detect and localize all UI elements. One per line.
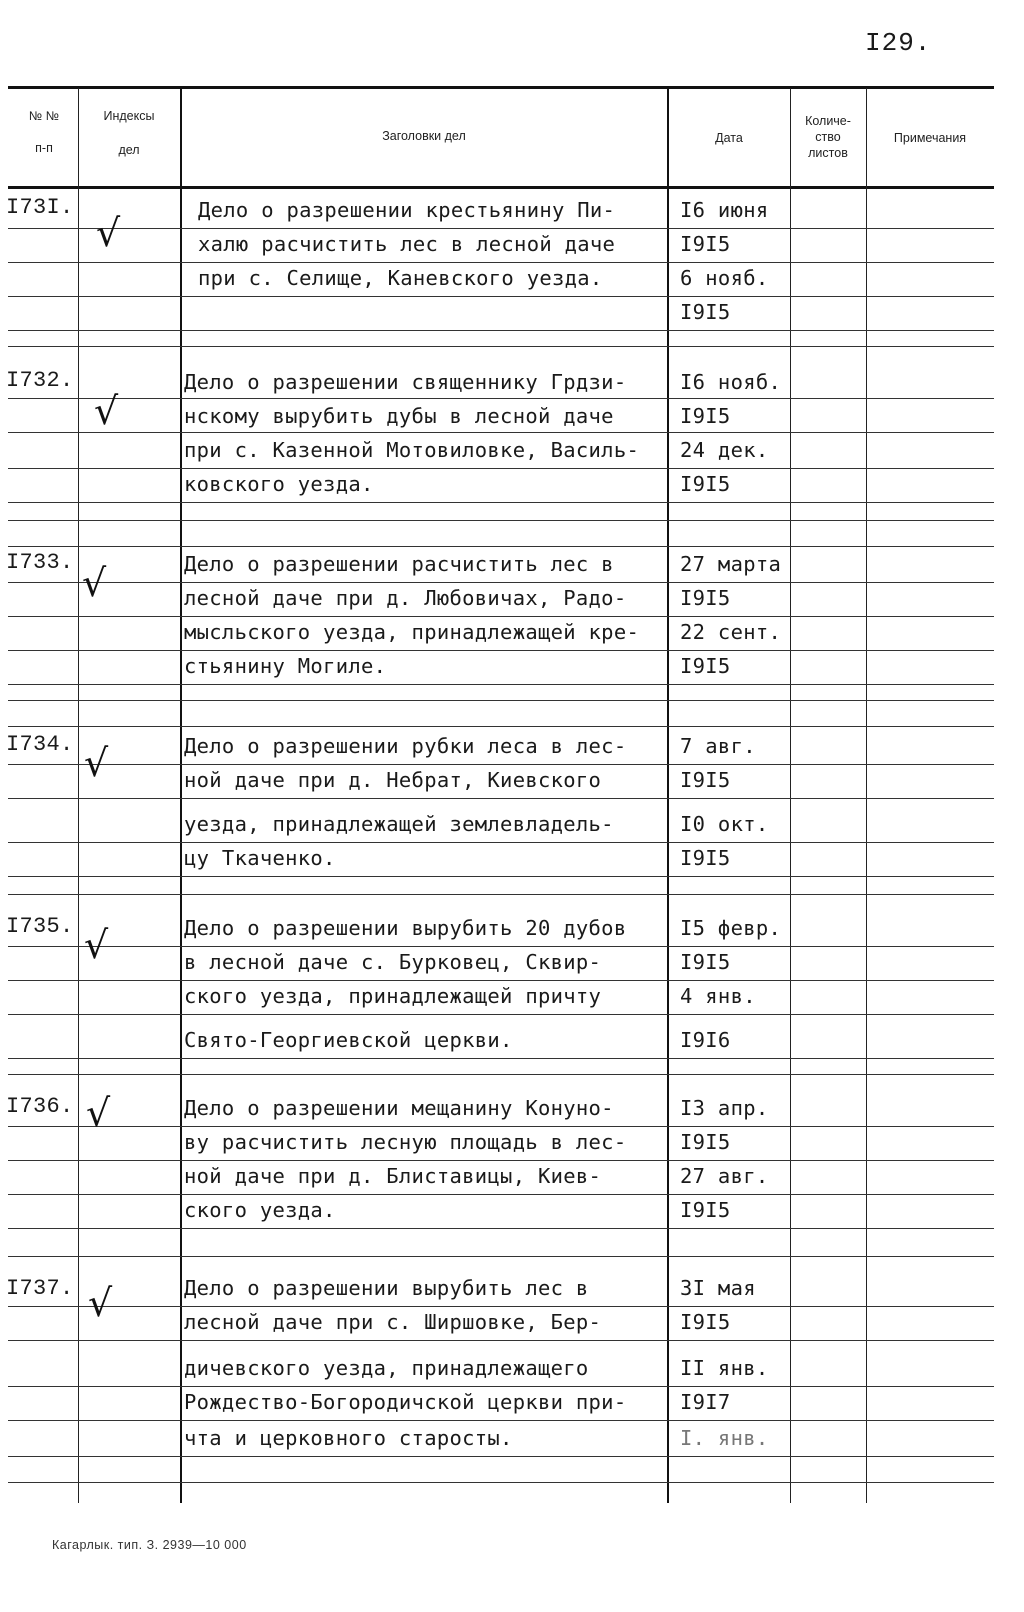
row-rule	[8, 1160, 994, 1161]
checkmark-icon: √	[84, 741, 109, 785]
record-title-line: ной даче при д. Небрат, Киевского	[184, 768, 602, 792]
checkmark-icon: √	[84, 923, 109, 967]
row-rule	[8, 1058, 994, 1059]
record-title-line: лесной даче при д. Любовичах, Радо-	[184, 586, 627, 610]
row-rule	[8, 520, 994, 521]
row-rule	[8, 346, 994, 347]
row-rule	[8, 1126, 994, 1127]
row-rule	[8, 296, 994, 297]
row-rule	[8, 1228, 994, 1229]
row-rule	[8, 1014, 994, 1015]
record-title-line: Свято-Георгиевской церкви.	[184, 1028, 513, 1052]
record-title-line: ского уезда.	[184, 1198, 336, 1222]
row-rule	[8, 894, 994, 895]
row-rule	[8, 700, 994, 701]
record-date-line: I6 июня	[680, 198, 769, 222]
row-rule	[8, 650, 994, 651]
record-number: I735.	[6, 914, 74, 939]
row-rule	[8, 946, 994, 947]
row-rule	[8, 398, 994, 399]
record-date-line: I3 апр.	[680, 1096, 769, 1120]
row-rule	[8, 684, 994, 685]
row-rule	[8, 764, 994, 765]
record-title-line: Дело о разрешении расчистить лес в	[184, 552, 614, 576]
record-title-line: ского уезда, принадлежащей причту	[184, 984, 602, 1008]
record-title-line: халю расчистить лес в лесной даче	[198, 232, 616, 256]
record-date-line: I9I5	[680, 1310, 731, 1334]
record-date-line: 24 дек.	[680, 438, 769, 462]
header-index-line1: Индексы	[103, 109, 155, 123]
row-rule	[8, 468, 994, 469]
checkmark-icon: √	[94, 389, 119, 433]
record-date-line: I9I6	[680, 1028, 731, 1052]
record-date-line: 22 сент.	[680, 620, 782, 644]
header-date: Дата	[715, 131, 743, 145]
header-number-line1: № №	[28, 109, 60, 123]
record-date-line: I9I5	[680, 1198, 731, 1222]
row-rule	[8, 726, 994, 727]
row-rule	[8, 1420, 994, 1421]
row-rule	[8, 1306, 994, 1307]
header-title: Заголовки дел	[382, 129, 466, 143]
header-count-line3: листов	[808, 146, 848, 160]
record-number: I737.	[6, 1276, 74, 1301]
record-date-line: I9I5	[680, 472, 731, 496]
row-rule	[8, 330, 994, 331]
record-date-line: I0 окт.	[680, 812, 769, 836]
record-title-line: Дело о разрешении рубки леса в лес-	[184, 734, 627, 758]
record-date-line: I6 нояб.	[680, 370, 782, 394]
row-rule	[8, 228, 994, 229]
record-title-line: цу Ткаченко.	[184, 846, 336, 870]
record-title-line: нскому вырубить дубы в лесной даче	[184, 404, 614, 428]
record-title-line: стьянину Могиле.	[184, 654, 387, 678]
record-date-line: I. янв.	[680, 1426, 769, 1450]
column-rule-title	[180, 88, 182, 1503]
row-rule	[8, 1456, 994, 1457]
record-title-line: ной даче при д. Блиставицы, Киев-	[184, 1164, 602, 1188]
record-title-line: Дело о разрешении вырубить 20 дубов	[184, 916, 627, 940]
record-number: I73I.	[6, 195, 74, 220]
row-rule	[8, 1340, 994, 1341]
record-title-line: мысльского уезда, принадлежащей кре-	[184, 620, 640, 644]
row-rule	[8, 980, 994, 981]
record-title-line: лесной даче при с. Ширшовке, Бер-	[184, 1310, 602, 1334]
row-rule	[8, 876, 994, 877]
header-number-line2: п-п	[35, 141, 53, 155]
record-date-line: I9I7	[680, 1390, 731, 1414]
column-rule-count	[790, 88, 791, 1503]
column-rule-notes	[866, 88, 867, 1503]
record-date-line: I9I5	[680, 846, 731, 870]
record-date-line: I9I5	[680, 1130, 731, 1154]
record-title-line: Дело о разрешении вырубить лес в	[184, 1276, 589, 1300]
header-count-line1: Количе-	[805, 114, 851, 128]
row-rule	[8, 546, 994, 547]
record-title-line: при с. Селище, Каневского уезда.	[198, 266, 603, 290]
record-date-line: 27 марта	[680, 552, 782, 576]
record-number: I733.	[6, 550, 74, 575]
record-number: I734.	[6, 732, 74, 757]
row-rule	[8, 842, 994, 843]
row-rule	[8, 798, 994, 799]
record-number: I736.	[6, 1094, 74, 1119]
row-rule	[8, 1256, 994, 1257]
record-date-line: I9I5	[680, 586, 731, 610]
record-title-line: Дело о разрешении мещанину Конуно-	[184, 1096, 614, 1120]
header-top-rule	[8, 86, 994, 89]
header-index-line2: дел	[118, 143, 140, 157]
column-rule-index	[78, 88, 79, 1503]
row-rule	[8, 432, 994, 433]
header-notes: Примечания	[893, 131, 967, 145]
record-date-line: I5 февр.	[680, 916, 782, 940]
row-rule	[8, 1074, 994, 1075]
record-date-line: I9I5	[680, 654, 731, 678]
record-title-line: Рождество-Богородичской церкви при-	[184, 1390, 627, 1414]
header-count-line2: ство	[815, 130, 841, 144]
row-rule	[8, 502, 994, 503]
row-rule	[8, 1482, 994, 1483]
record-title-line: при с. Казенной Мотовиловке, Василь-	[184, 438, 640, 462]
record-title-line: ву расчистить лесную площадь в лес-	[184, 1130, 627, 1154]
record-title-line: Дело о разрешении крестьянину Пи-	[198, 198, 616, 222]
checkmark-icon: √	[86, 1091, 111, 1135]
record-date-line: 4 янв.	[680, 984, 756, 1008]
checkmark-icon: √	[88, 1281, 113, 1325]
checkmark-icon: √	[82, 561, 107, 605]
row-rule	[8, 616, 994, 617]
printer-imprint: Кагарлык. тип. З. 2939—10 000	[52, 1538, 247, 1552]
record-date-line: 3I мая	[680, 1276, 756, 1300]
row-rule	[8, 1386, 994, 1387]
row-rule	[8, 1194, 994, 1195]
row-rule	[8, 582, 994, 583]
record-date-line: I9I5	[680, 232, 731, 256]
checkmark-icon: √	[96, 211, 121, 255]
record-date-line: I9I5	[680, 404, 731, 428]
record-date-line: 7 авг.	[680, 734, 756, 758]
record-title-line: уезда, принадлежащей землевладель-	[184, 812, 614, 836]
header-bottom-rule	[8, 186, 994, 189]
record-date-line: I9I5	[680, 300, 731, 324]
page-number: I29.	[865, 28, 932, 58]
record-title-line: в лесной даче с. Бурковец, Сквир-	[184, 950, 602, 974]
record-title-line: ковского уезда.	[184, 472, 374, 496]
record-date-line: II янв.	[680, 1356, 769, 1380]
record-number: I732.	[6, 368, 74, 393]
record-date-line: I9I5	[680, 768, 731, 792]
record-date-line: 27 авг.	[680, 1164, 769, 1188]
record-date-line: 6 нояб.	[680, 266, 769, 290]
record-title-line: дичевского уезда, принадлежащего	[184, 1356, 589, 1380]
record-title-line: чта и церковного старосты.	[184, 1426, 513, 1450]
row-rule	[8, 262, 994, 263]
record-date-line: I9I5	[680, 950, 731, 974]
column-rule-date	[667, 88, 669, 1503]
record-title-line: Дело о разрешении священнику Грдзи-	[184, 370, 627, 394]
